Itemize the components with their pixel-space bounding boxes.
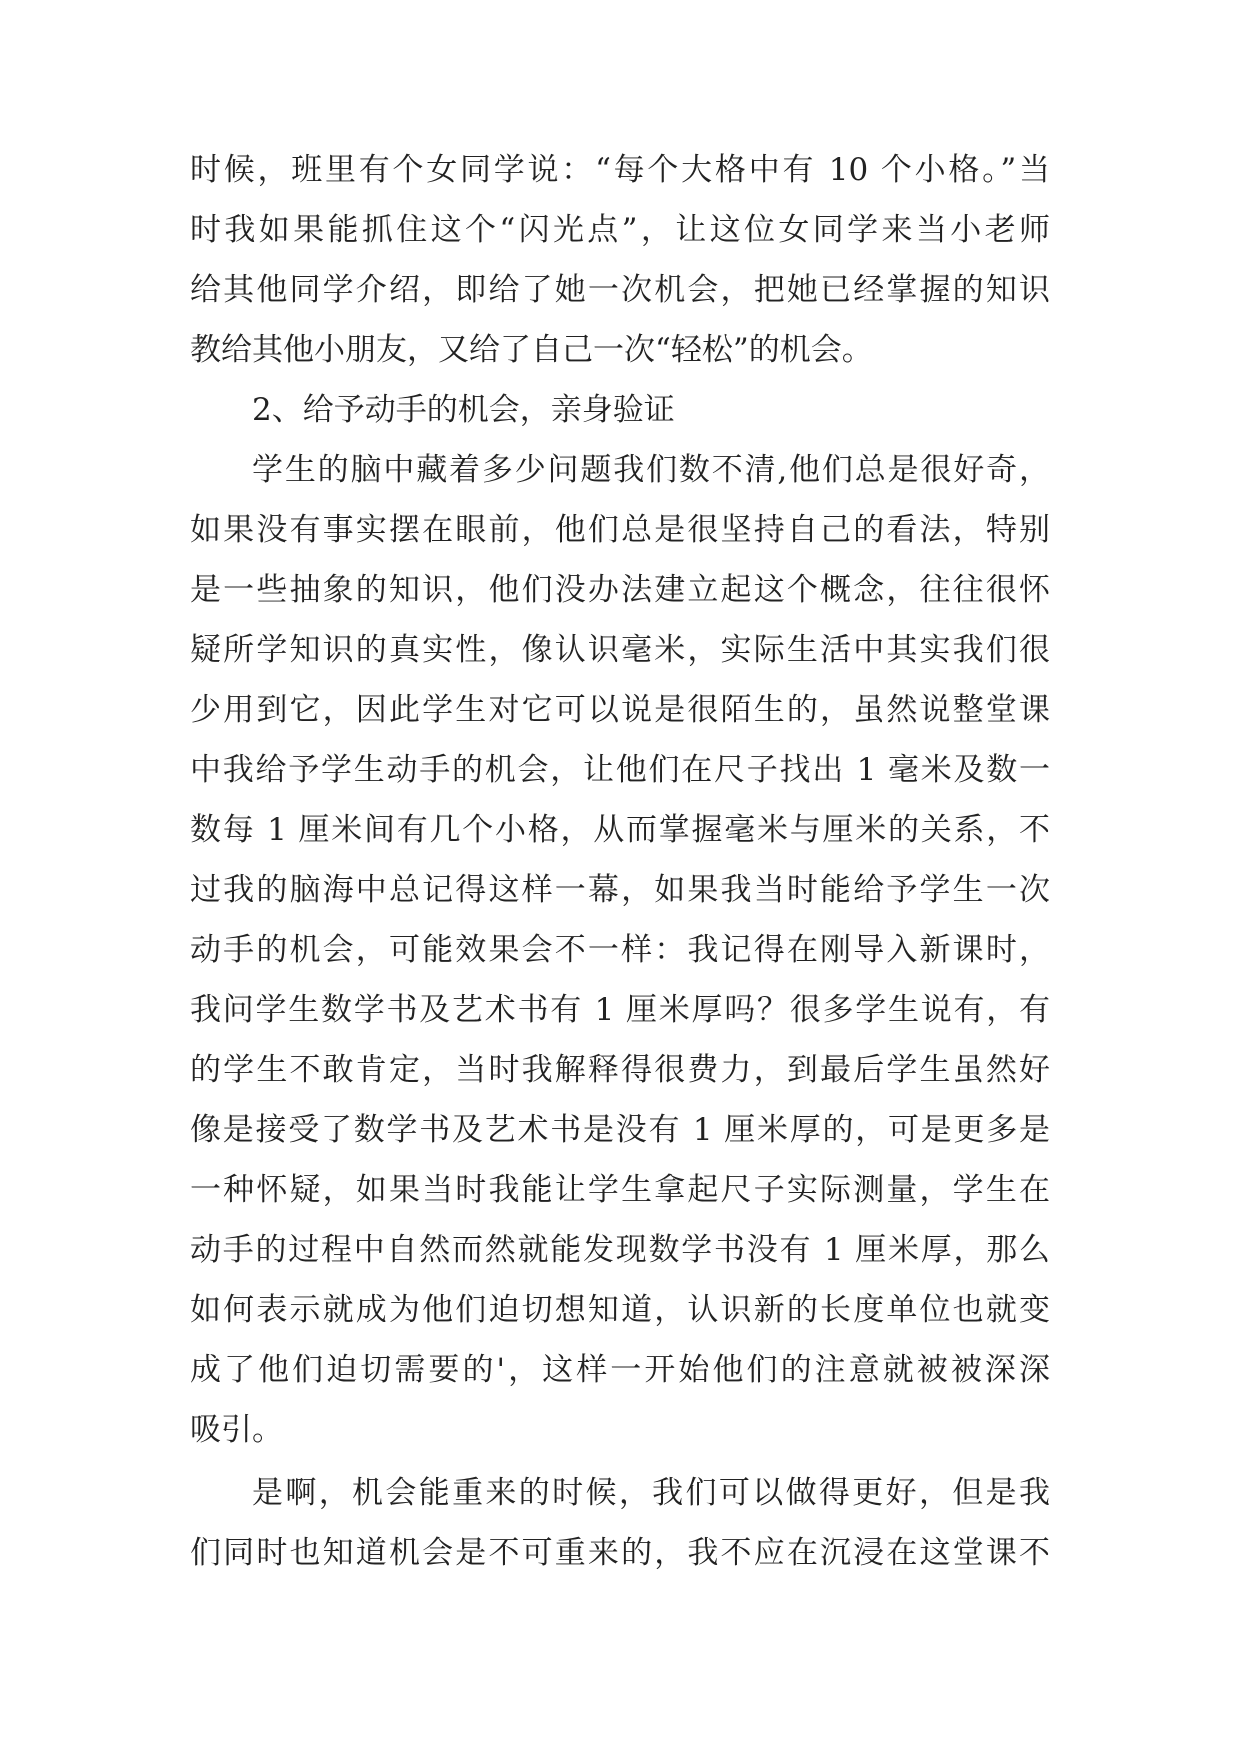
text-line: 像是接受了数学书及艺术书是没有 1 厘米厚的，可是更多是 xyxy=(190,1112,1050,1148)
text-line: 中我给予学生动手的机会，让他们在尺子找出 1 毫米及数一 xyxy=(190,752,1050,788)
text-line: 是一些抽象的知识，他们没办法建立起这个概念，往往很怀 xyxy=(190,572,1050,608)
text-line: 时我如果能抓住这个“闪光点”，让这位女同学来当小老师 xyxy=(190,212,1050,248)
text-line: 动手的过程中自然而然就能发现数学书没有 1 厘米厚，那么 xyxy=(190,1232,1050,1268)
text-line: 时候，班里有个女同学说：“每个大格中有 10 个小格。”当 xyxy=(190,152,1050,188)
text-line: 一种怀疑，如果当时我能让学生拿起尺子实际测量，学生在 xyxy=(190,1172,1050,1208)
section-heading: 2、给予动手的机会，亲身验证 xyxy=(252,392,675,428)
text-line: 学生的脑中藏着多少问题我们数不清,他们总是很好奇， xyxy=(252,452,1050,488)
text-line: 们同时也知道机会是不可重来的，我不应在沉浸在这堂课不 xyxy=(190,1535,1050,1571)
text-line: 的学生不敢肯定，当时我解释得很费力，到最后学生虽然好 xyxy=(190,1052,1050,1088)
text-line: 吸引。 xyxy=(190,1412,283,1448)
text-line: 教给其他小朋友，又给了自己一次“轻松”的机会。 xyxy=(190,332,873,368)
text-line: 疑所学知识的真实性，像认识毫米，实际生活中其实我们很 xyxy=(190,632,1050,668)
text-line: 是啊，机会能重来的时候，我们可以做得更好，但是我 xyxy=(252,1475,1050,1511)
text-line: 过我的脑海中总记得这样一幕，如果我当时能给予学生一次 xyxy=(190,872,1050,908)
text-line: 少用到它，因此学生对它可以说是很陌生的，虽然说整堂课 xyxy=(190,692,1050,728)
text-line: 成了他们迫切需要的'，这样一开始他们的注意就被被深深 xyxy=(190,1352,1050,1388)
text-line: 如果没有事实摆在眼前，他们总是很坚持自己的看法，特别 xyxy=(190,512,1050,548)
text-line: 给其他同学介绍，即给了她一次机会，把她已经掌握的知识 xyxy=(190,272,1050,308)
text-line: 如何表示就成为他们迫切想知道，认识新的长度单位也就变 xyxy=(190,1292,1050,1328)
text-line: 数每 1 厘米间有几个小格，从而掌握毫米与厘米的关系，不 xyxy=(190,812,1050,848)
text-line: 动手的机会，可能效果会不一样：我记得在刚导入新课时， xyxy=(190,932,1050,968)
text-line: 我问学生数学书及艺术书有 1 厘米厚吗？很多学生说有，有 xyxy=(190,992,1050,1028)
